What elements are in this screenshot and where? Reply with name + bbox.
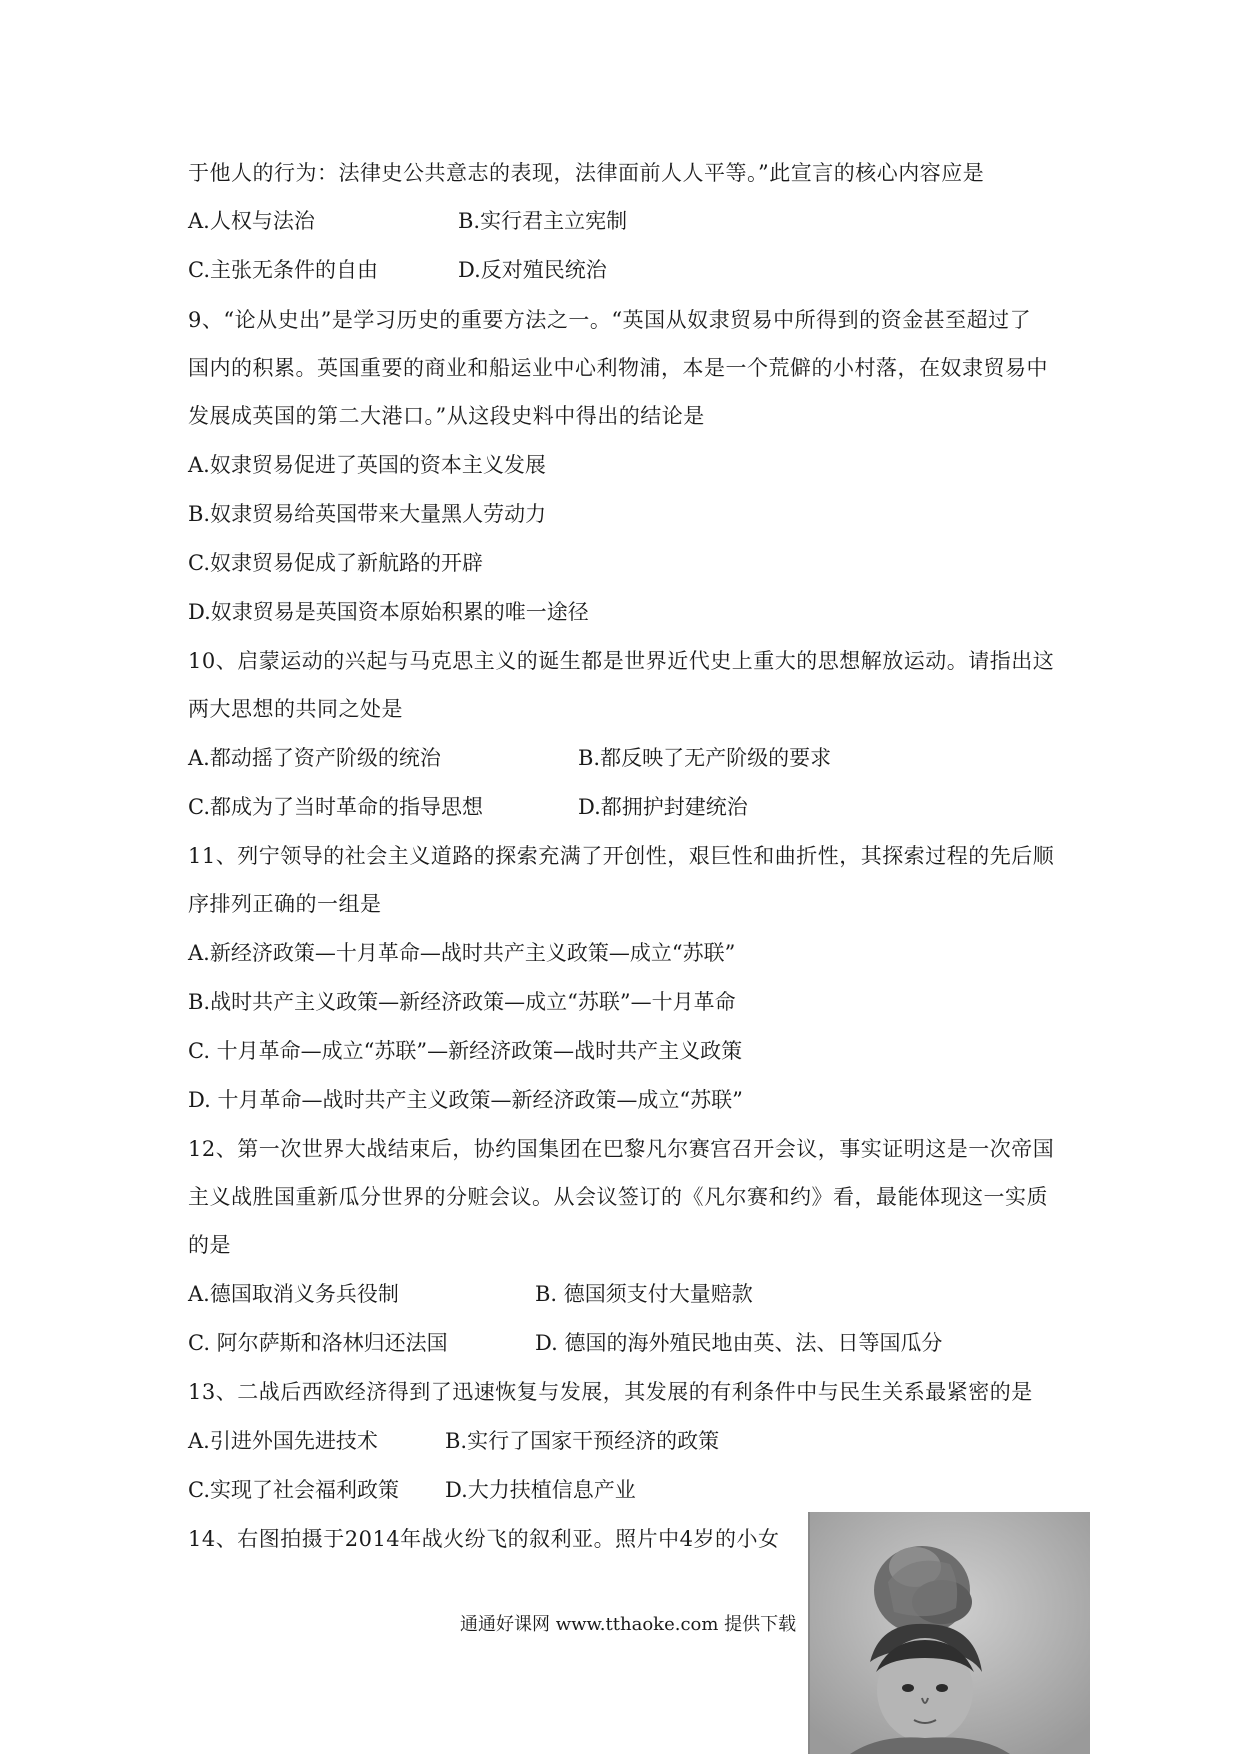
q13-option-a: A.引进外国先进技术 xyxy=(188,1429,378,1453)
q9-option-a: A.奴隶贸易促进了英国的资本主义发展 xyxy=(188,453,546,477)
q13-stem-line-1: 13、二战后西欧经济得到了迅速恢复与发展，其发展的有利条件中与民生关系最紧密的是 xyxy=(188,1380,1033,1404)
q12-option-d: D. 德国的海外殖民地由英、法、日等国瓜分 xyxy=(535,1331,943,1355)
q8-option-a: A.人权与法治 xyxy=(188,209,315,233)
q10-stem-line-2: 两大思想的共同之处是 xyxy=(188,697,403,721)
q9-stem-line-1: 9、“论从史出”是学习历史的重要方法之一。“英国从奴隶贸易中所得到的资金甚至超过了 xyxy=(188,308,1032,332)
q12-option-b: B. 德国须支付大量赔款 xyxy=(535,1282,753,1306)
q11-stem-line-2: 序排列正确的一组是 xyxy=(188,892,382,916)
q9-option-c: C.奴隶贸易促成了新航路的开辟 xyxy=(188,551,483,575)
q9-option-b: B.奴隶贸易给英国带来大量黑人劳动力 xyxy=(188,502,547,526)
photo-girl-image xyxy=(808,1512,1090,1754)
q11-option-b: B.战时共产主义政策—新经济政策—成立“苏联”—十月革命 xyxy=(188,990,736,1014)
q12-option-c: C. 阿尔萨斯和洛林归还法国 xyxy=(188,1331,448,1355)
q13-option-c: C.实现了社会福利政策 xyxy=(188,1478,399,1502)
q12-stem-line-1: 12、第一次世界大战结束后，协约国集团在巴黎凡尔赛宫召开会议，事实证明这是一次帝国 xyxy=(188,1137,1055,1161)
q9-option-d: D.奴隶贸易是英国资本原始积累的唯一途径 xyxy=(188,600,589,624)
q12-stem-line-3: 的是 xyxy=(188,1233,231,1257)
q13-option-b: B.实行了国家干预经济的政策 xyxy=(445,1429,720,1453)
q8-text-continued: 于他人的行为：法律史公共意志的表现，法律面前人人平等。”此宣言的核心内容应是 xyxy=(188,161,985,185)
q9-stem-line-2: 国内的积累。英国重要的商业和船运业中心利物浦，本是一个荒僻的小村落，在奴隶贸易中 xyxy=(188,356,1048,380)
q12-option-a: A.德国取消义务兵役制 xyxy=(188,1282,399,1306)
q11-option-a: A.新经济政策—十月革命—战时共产主义政策—成立“苏联” xyxy=(188,941,736,965)
q8-option-b: B.实行君主立宪制 xyxy=(458,209,628,233)
q12-stem-line-2: 主义战胜国重新瓜分世界的分赃会议。从会议签订的《凡尔赛和约》看，最能体现这一实质 xyxy=(188,1185,1048,1209)
q11-option-d: D. 十月革命—战时共产主义政策—新经济政策—成立“苏联” xyxy=(188,1088,743,1112)
q10-option-d: D.都拥护封建统治 xyxy=(578,795,748,819)
footer-download-note: 通通好课网 www.tthaoke.com 提供下载 xyxy=(460,1614,797,1635)
q11-stem-line-1: 11、列宁领导的社会主义道路的探索充满了开创性，艰巨性和曲折性，其探索过程的先后顺 xyxy=(188,844,1055,868)
q14-stem-line-1: 14、右图拍摄于2014年战火纷飞的叙利亚。照片中4岁的小女 xyxy=(188,1527,780,1551)
q9-stem-line-3: 发展成英国的第二大港口。”从这段史料中得出的结论是 xyxy=(188,404,705,428)
q10-option-b: B.都反映了无产阶级的要求 xyxy=(578,746,832,770)
q8-option-c: C.主张无条件的自由 xyxy=(188,258,378,282)
q10-stem-line-1: 10、启蒙运动的兴起与马克思主义的诞生都是世界近代史上重大的思想解放运动。请指出这 xyxy=(188,649,1055,673)
q8-option-d: D.反对殖民统治 xyxy=(458,258,607,282)
q13-option-d: D.大力扶植信息产业 xyxy=(445,1478,636,1502)
q10-option-c: C.都成为了当时革命的指导思想 xyxy=(188,795,483,819)
q10-option-a: A.都动摇了资产阶级的统治 xyxy=(188,746,441,770)
q11-option-c: C. 十月革命—成立“苏联”—新经济政策—战时共产主义政策 xyxy=(188,1039,743,1063)
